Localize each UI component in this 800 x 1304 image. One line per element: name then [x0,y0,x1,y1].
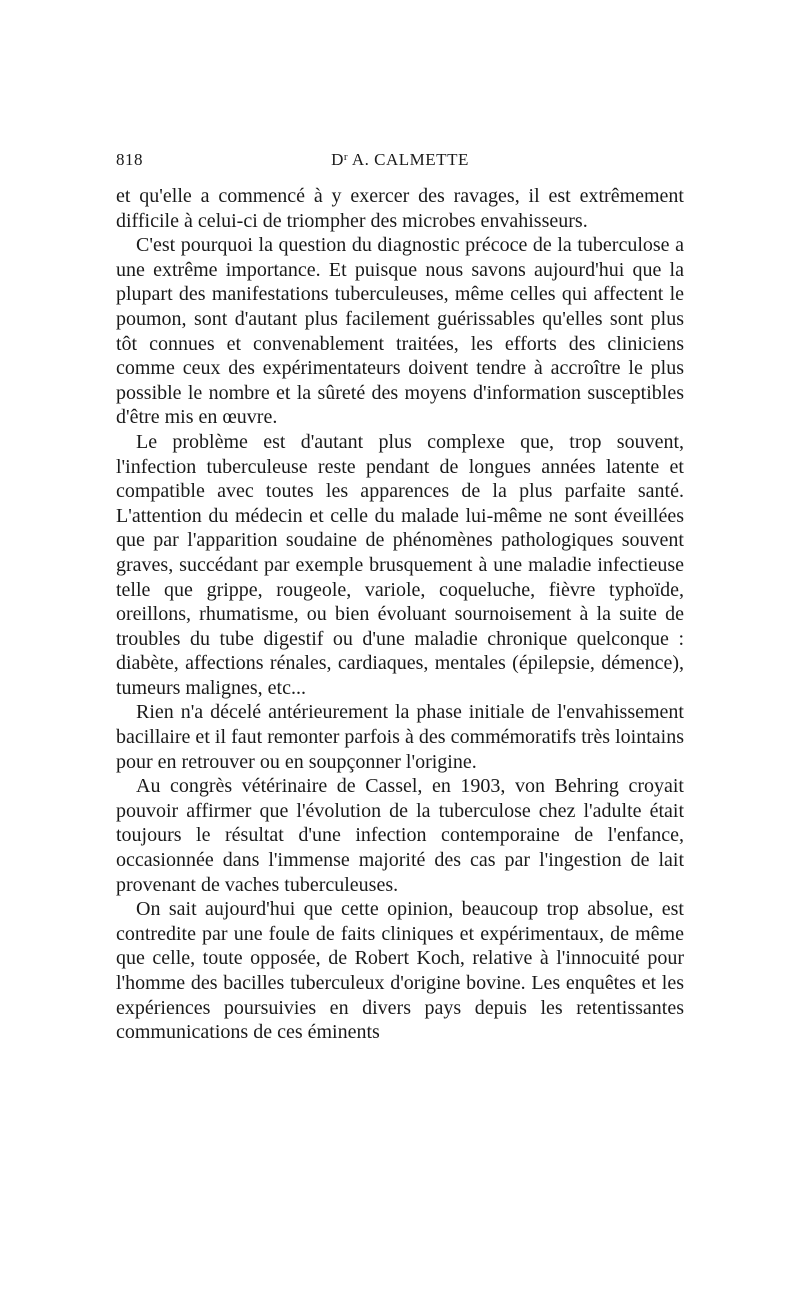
running-head [116,150,684,174]
body-text [116,184,684,1045]
paragraph-continued: et qu'elle a commencé à y exercer des ravages, il est extrêmement difficile à celui-ci de triompher des microbes envahisseurs. [116,185,684,232]
paragraph: On sait aujourd'hui que cette opinion, beaucoup trop absolue, est contredite par une foule de faits cliniques et expérimentaux, de même que celle, toute opposée, de Robert Koch, relative à l'innocuité pour l'homme des bacilles tuberculeux d'origine bovine. Les enquêtes et les expériences poursuivies en divers pays depuis les retentissantes communications de ces éminents [116,898,684,1044]
paragraph: Le problème est d'autant plus complexe que, trop souvent, l'infection tuberculeuse reste pendant de longues années latente et compatible avec toutes les apparences de la plus parfaite santé. L'attention du médecin et celle du malade lui-même ne sont éveillées que par l'apparition soudaine de phénomènes pathologiques souvent graves, succédant par exemple brusquement à une maladie infectieuse telle que grippe, rougeole, variole, coqueluche, fièvre typhoïde, oreillons, rhumatisme, ou bien évoluant sournoisement à la suite de troubles du tube digestif ou d'une maladie chronique quelconque : diabète, affections rénales, cardiaques, mentales (épilepsie, démence), tumeurs malignes, etc... [116,430,684,699]
author-prefix-superscript: r [343,151,349,163]
paragraph: Au congrès vétérinaire de Cassel, en 1903, von Behring croyait pouvoir affirmer que l'évolution de la tuberculose chez l'adulte était toujours le résultat d'une infection contemporaine de l'enfance, occasionnée dans l'immense majorité des cas par l'ingestion de lait provenant de vaches tuberculeuses. [116,775,684,896]
running-title [116,150,684,170]
author-name: A. CALMETTE [348,150,469,169]
author-prefix: D [331,150,344,169]
book-page [116,150,684,1045]
page-number: 818 [116,150,143,169]
paragraph: Rien n'a décelé antérieurement la phase initiale de l'envahissement bacillaire et il faut remonter parfois à des commémoratifs très lointains pour en retrouver ou en soupçonner l'origine. [116,701,684,773]
paragraph: C'est pourquoi la question du diagnostic précoce de la tuberculose a une extrême importance. Et puisque nous savons aujourd'hui que la plupart des manifestations tuberculeuses, même celles qui affectent le poumon, sont d'autant plus facilement guérissables qu'elles sont plus tôt connues et convenablement traitées, les efforts des cliniciens comme ceux des expérimentateurs doivent tendre à accroître le plus possible le nombre et la sûreté des moyens d'information susceptibles d'être mis en œuvre. [116,234,684,429]
